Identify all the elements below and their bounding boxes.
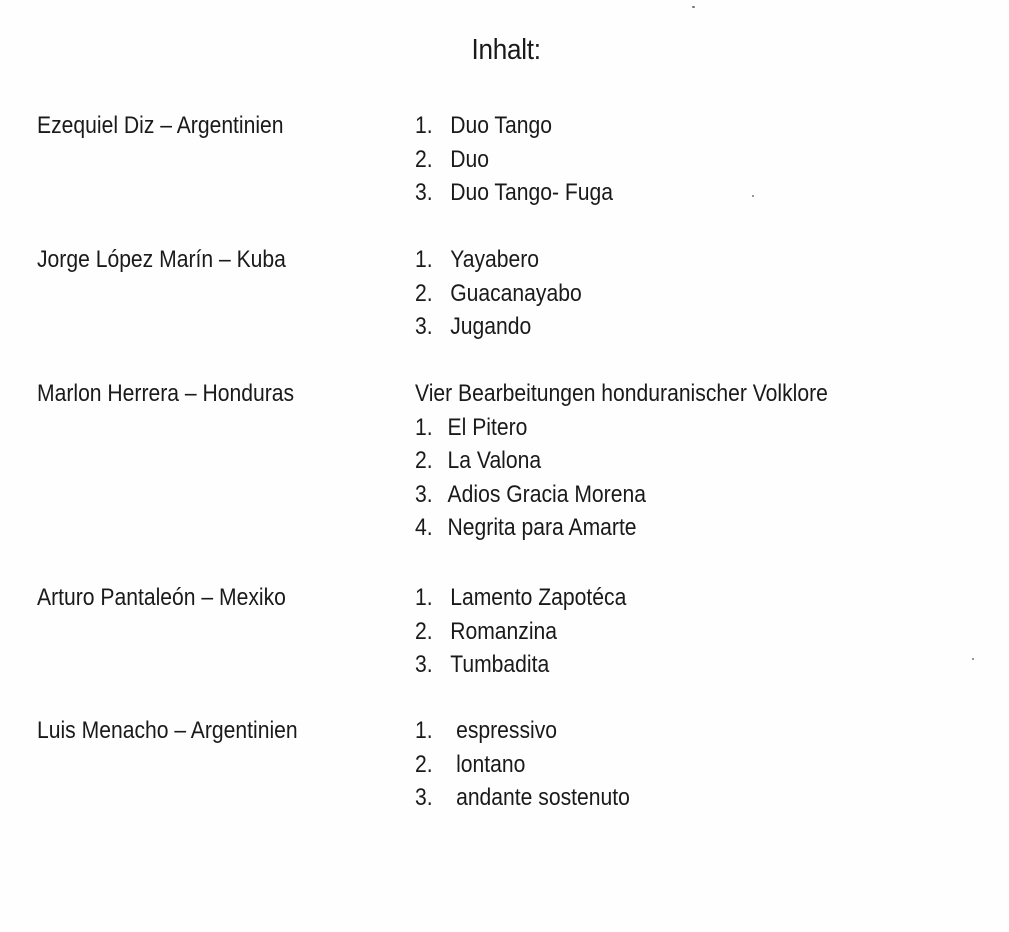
work-item xyxy=(415,143,613,177)
work-number: 1. xyxy=(415,717,433,744)
composer-name: Marlon Herrera – Honduras xyxy=(37,380,295,407)
work-item xyxy=(415,411,828,445)
work-number: 2. xyxy=(415,617,433,645)
work-number: 1. xyxy=(415,584,433,611)
work-title: Adios Gracia Morena xyxy=(447,480,646,508)
work-item xyxy=(415,581,626,615)
work-title: Duo xyxy=(450,145,489,173)
work-item xyxy=(415,615,626,649)
page-title: Inhalt: xyxy=(471,34,541,66)
work-list xyxy=(415,377,828,545)
work-number: 3. xyxy=(415,784,433,811)
work-list xyxy=(415,714,630,815)
work-item xyxy=(415,176,613,210)
work-item xyxy=(415,310,582,344)
work-number: 2. xyxy=(415,279,433,307)
work-title: Guacanayabo xyxy=(450,279,582,307)
work-number: 1. xyxy=(415,112,433,139)
work-number: 1. xyxy=(415,246,433,273)
work-number: 2. xyxy=(415,145,433,173)
work-item xyxy=(415,781,630,815)
work-item xyxy=(415,243,582,277)
work-item xyxy=(415,444,828,478)
work-title: andante sostenuto xyxy=(450,784,630,811)
work-item xyxy=(415,748,630,782)
work-title: lontano xyxy=(450,750,526,778)
work-title: Jugando xyxy=(450,313,532,340)
work-title: Lamento Zapotéca xyxy=(450,584,627,611)
work-list xyxy=(415,243,582,344)
work-item xyxy=(415,277,582,311)
work-title: El Pitero xyxy=(447,413,528,441)
work-list xyxy=(415,581,626,682)
work-number: 2. xyxy=(415,447,433,474)
work-item xyxy=(415,648,626,682)
work-item xyxy=(415,478,828,512)
collection-intro: Vier Bearbeitungen honduranischer Volklore xyxy=(415,380,828,407)
work-title: Tumbadita xyxy=(450,651,550,678)
work-number: 4. xyxy=(415,514,433,541)
work-title: Yayabero xyxy=(450,246,540,273)
composer-name: Luis Menacho – Argentinien xyxy=(37,717,298,744)
work-item xyxy=(415,109,613,143)
work-title: Duo Tango xyxy=(450,112,552,139)
composer-name: Arturo Pantaleón – Mexiko xyxy=(37,584,286,611)
work-number: 1. xyxy=(415,413,433,441)
scan-speck xyxy=(752,195,754,197)
work-list xyxy=(415,109,613,210)
work-number: 3. xyxy=(415,313,433,340)
work-number: 2. xyxy=(415,750,433,778)
work-number: 3. xyxy=(415,480,433,508)
work-number: 3. xyxy=(415,179,433,206)
work-number: 3. xyxy=(415,651,433,678)
composer-name: Jorge López Marín – Kuba xyxy=(37,246,286,273)
work-item xyxy=(415,714,630,748)
composer-name: Ezequiel Diz – Argentinien xyxy=(37,112,284,139)
work-title: Negrita para Amarte xyxy=(447,514,637,541)
work-title: Duo Tango- Fuga xyxy=(450,179,614,206)
work-title: Romanzina xyxy=(450,617,558,645)
scan-speck xyxy=(972,658,974,660)
work-title: La Valona xyxy=(447,447,542,474)
work-item xyxy=(415,511,828,545)
work-title: espressivo xyxy=(450,717,558,744)
scan-speck xyxy=(692,6,695,8)
